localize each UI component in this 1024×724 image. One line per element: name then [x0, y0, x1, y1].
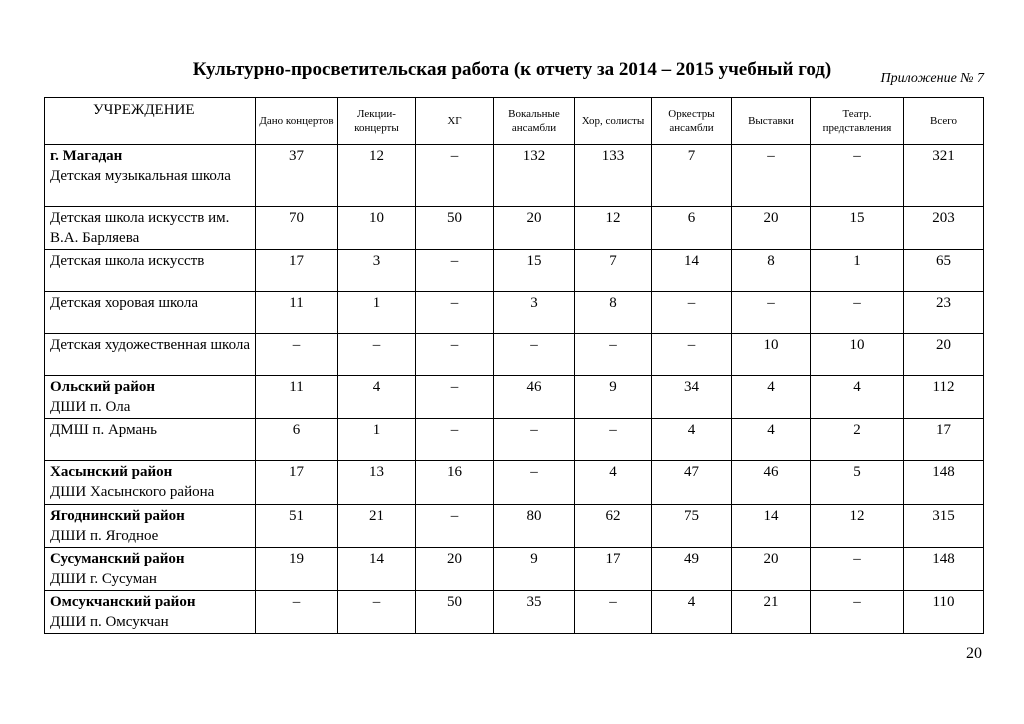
table-row: [45, 292, 984, 334]
institution-name: ДШИ п. Ола: [50, 399, 131, 415]
value-cell: 15: [494, 250, 575, 292]
value-cell: 75: [652, 505, 732, 548]
value-cell: –: [416, 334, 494, 376]
value-cell: –: [416, 292, 494, 334]
value-cell: 37: [256, 145, 338, 207]
value-cell: 49: [652, 548, 732, 591]
value-cell: 148: [904, 548, 984, 591]
value-cell: –: [811, 292, 904, 334]
table-row: [45, 334, 984, 376]
value-cell: 7: [575, 250, 652, 292]
value-cell: –: [732, 145, 811, 207]
value-cell: 47: [652, 461, 732, 505]
value-cell: 4: [732, 376, 811, 419]
value-cell: 4: [732, 419, 811, 461]
value-cell: –: [575, 334, 652, 376]
value-cell: 321: [904, 145, 984, 207]
value-cell: 132: [494, 145, 575, 207]
value-cell: 9: [575, 376, 652, 419]
value-cell: 12: [575, 207, 652, 250]
appendix-note: Приложение № 7: [880, 71, 984, 86]
value-cell: –: [575, 591, 652, 634]
value-cell: –: [256, 591, 338, 634]
value-cell: 14: [338, 548, 416, 591]
value-cell: –: [416, 419, 494, 461]
institution-name: ДШИ Хасынского района: [50, 484, 215, 500]
value-cell: 17: [575, 548, 652, 591]
value-cell: –: [338, 334, 416, 376]
column-header-vocal-ensembles: Вокальные ансамбли: [494, 98, 575, 145]
institution-name: ДШИ п. Омсукчан: [50, 614, 169, 630]
value-cell: 112: [904, 376, 984, 419]
document-title: Культурно-просветительская работа (к отчету за 2014 – 2015 учебный год): [192, 59, 832, 80]
value-cell: 46: [494, 376, 575, 419]
value-cell: 21: [732, 591, 811, 634]
value-cell: 51: [256, 505, 338, 548]
value-cell: 35: [494, 591, 575, 634]
value-cell: –: [652, 334, 732, 376]
value-cell: 17: [256, 250, 338, 292]
value-cell: 4: [652, 591, 732, 634]
value-cell: 17: [256, 461, 338, 505]
value-cell: 1: [338, 292, 416, 334]
value-cell: 315: [904, 505, 984, 548]
value-cell: 23: [904, 292, 984, 334]
institution-name: Детская школа искусств: [50, 253, 205, 269]
institution-name: Детская школа искусств им. В.А. Барляева: [50, 210, 230, 246]
value-cell: 110: [904, 591, 984, 634]
value-cell: 1: [338, 419, 416, 461]
value-cell: 8: [575, 292, 652, 334]
institution-name: ДШИ п. Ягодное: [50, 528, 159, 544]
value-cell: 34: [652, 376, 732, 419]
value-cell: 12: [811, 505, 904, 548]
table-row: [45, 207, 984, 250]
column-header-institution: УЧРЕЖДЕНИЕ: [45, 98, 256, 145]
district-name: г. Магадан: [50, 148, 123, 164]
table-row: [45, 591, 984, 634]
value-cell: 148: [904, 461, 984, 505]
value-cell: 5: [811, 461, 904, 505]
value-cell: 10: [732, 334, 811, 376]
value-cell: 3: [338, 250, 416, 292]
column-header-hg: ХГ: [416, 98, 494, 145]
value-cell: 65: [904, 250, 984, 292]
value-cell: –: [416, 250, 494, 292]
value-cell: 6: [256, 419, 338, 461]
page-number: 20: [966, 645, 982, 662]
value-cell: 2: [811, 419, 904, 461]
institution-cell: [45, 419, 256, 461]
district-name: Сусуманский район: [50, 551, 185, 567]
value-cell: 4: [575, 461, 652, 505]
column-header-theatre: Театр. представления: [811, 98, 904, 145]
value-cell: 10: [811, 334, 904, 376]
table-header-row: [45, 98, 984, 145]
value-cell: 20: [904, 334, 984, 376]
table-row: [45, 376, 984, 419]
table-body: [45, 145, 984, 634]
column-header-total: Всего: [904, 98, 984, 145]
institution-name: ДШИ г. Сусуман: [50, 571, 157, 587]
value-cell: –: [416, 376, 494, 419]
institution-cell: [45, 591, 256, 634]
value-cell: 13: [338, 461, 416, 505]
value-cell: 1: [811, 250, 904, 292]
value-cell: 11: [256, 376, 338, 419]
institution-cell: [45, 250, 256, 292]
value-cell: –: [494, 334, 575, 376]
value-cell: 50: [416, 207, 494, 250]
value-cell: 70: [256, 207, 338, 250]
value-cell: 3: [494, 292, 575, 334]
value-cell: 62: [575, 505, 652, 548]
value-cell: 10: [338, 207, 416, 250]
district-name: Хасынский район: [50, 464, 173, 480]
value-cell: 7: [652, 145, 732, 207]
value-cell: 4: [652, 419, 732, 461]
institution-name: Детская музыкальная школа: [50, 168, 231, 184]
institution-cell: [45, 334, 256, 376]
value-cell: 19: [256, 548, 338, 591]
district-name: Омсукчанский район: [50, 594, 196, 610]
table-row: [45, 145, 984, 207]
table-row: [45, 419, 984, 461]
value-cell: 20: [416, 548, 494, 591]
value-cell: 20: [732, 207, 811, 250]
value-cell: 21: [338, 505, 416, 548]
institution-cell: [45, 145, 256, 207]
value-cell: 15: [811, 207, 904, 250]
value-cell: –: [494, 461, 575, 505]
value-cell: 4: [338, 376, 416, 419]
value-cell: 11: [256, 292, 338, 334]
value-cell: –: [732, 292, 811, 334]
value-cell: 203: [904, 207, 984, 250]
institution-cell: [45, 376, 256, 419]
institution-cell: [45, 505, 256, 548]
column-header-choir-soloists: Хор, солисты: [575, 98, 652, 145]
value-cell: –: [811, 591, 904, 634]
value-cell: –: [416, 505, 494, 548]
institution-name: Детская хоровая школа: [50, 295, 198, 311]
institution-cell: [45, 292, 256, 334]
value-cell: 46: [732, 461, 811, 505]
district-name: Ольский район: [50, 379, 155, 395]
culture-work-table: [44, 97, 984, 634]
value-cell: –: [811, 548, 904, 591]
institution-cell: [45, 461, 256, 505]
value-cell: 20: [732, 548, 811, 591]
value-cell: 8: [732, 250, 811, 292]
value-cell: 14: [732, 505, 811, 548]
column-header-exhibitions: Выставки: [732, 98, 811, 145]
table-row: [45, 461, 984, 505]
value-cell: 50: [416, 591, 494, 634]
institution-cell: [45, 207, 256, 250]
column-header-lecture-concerts: Лекции-концерты: [338, 98, 416, 145]
value-cell: 133: [575, 145, 652, 207]
value-cell: –: [338, 591, 416, 634]
table-row: [45, 548, 984, 591]
column-header-orchestras: Оркестры ансамбли: [652, 98, 732, 145]
value-cell: –: [416, 145, 494, 207]
district-name: Ягоднинский район: [50, 508, 185, 524]
value-cell: –: [256, 334, 338, 376]
value-cell: 4: [811, 376, 904, 419]
value-cell: 16: [416, 461, 494, 505]
institution-cell: [45, 548, 256, 591]
value-cell: 12: [338, 145, 416, 207]
institution-name: ДМШ п. Армань: [50, 422, 157, 438]
column-header-concerts: Дано концертов: [256, 98, 338, 145]
value-cell: –: [652, 292, 732, 334]
value-cell: 80: [494, 505, 575, 548]
value-cell: 17: [904, 419, 984, 461]
value-cell: –: [575, 419, 652, 461]
value-cell: –: [811, 145, 904, 207]
table-row: [45, 505, 984, 548]
value-cell: 9: [494, 548, 575, 591]
table-row: [45, 250, 984, 292]
value-cell: 6: [652, 207, 732, 250]
institution-name: Детская художественная школа: [50, 337, 251, 353]
value-cell: –: [494, 419, 575, 461]
value-cell: 20: [494, 207, 575, 250]
value-cell: 14: [652, 250, 732, 292]
